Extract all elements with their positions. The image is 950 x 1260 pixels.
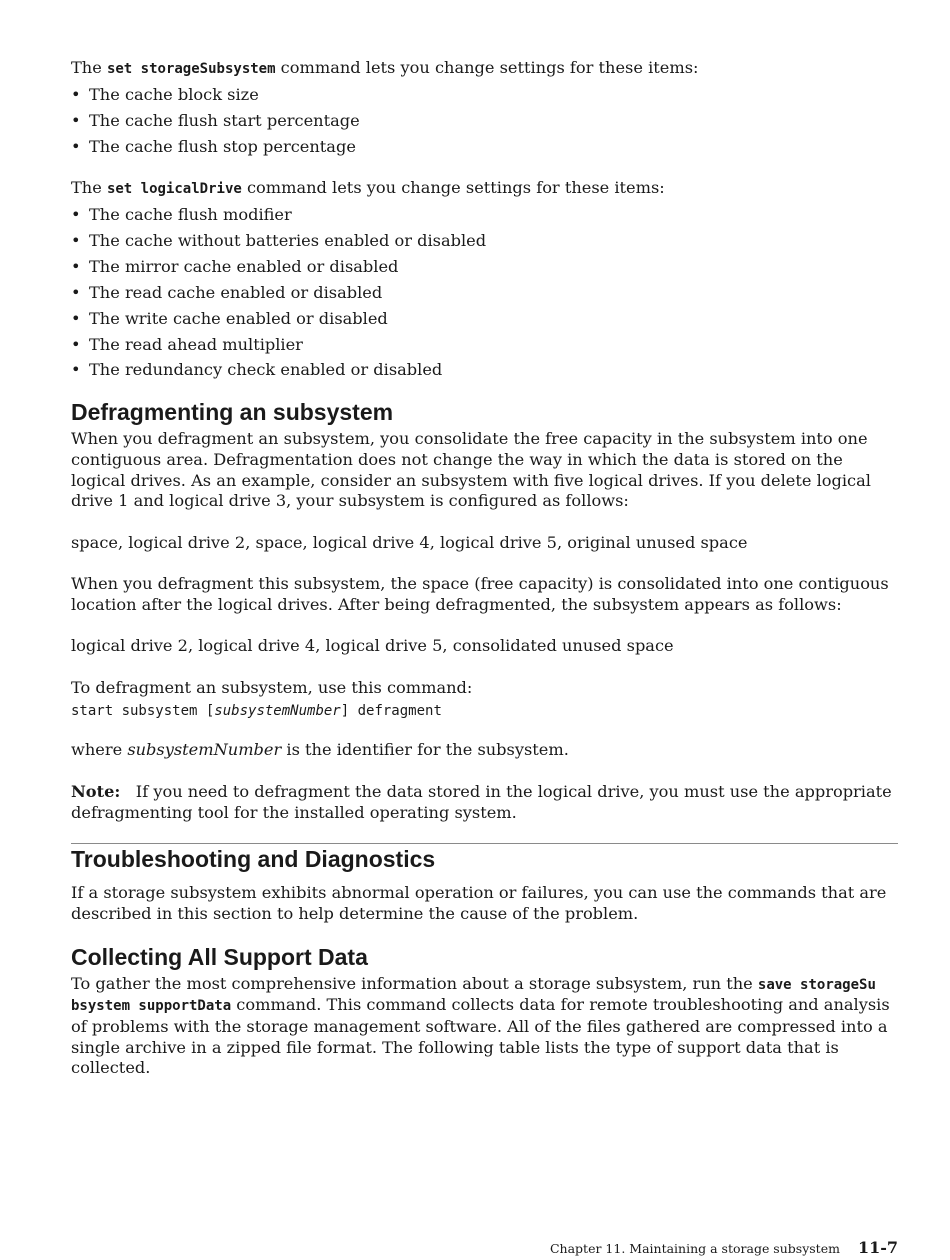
defrag-paragraph: When you defragment an subsystem, you consolidate the free capacity in the subsystem into one contiguous area. Defragmentation does not change the way in which the data is stored on the logical drives. As an example, consider an subsystem with five logical drives. If you delete logical drive 1 and logical drive 3, your subsystem is configured as follows:: [71, 429, 871, 511]
page-footer: [550, 1238, 898, 1257]
list-item: • The cache block size: [71, 85, 898, 106]
chapter-title: Chapter 11. Maintaining a storage subsystem: [549, 1241, 840, 1256]
intro-text: The: [71, 178, 107, 198]
intro-text: command lets you change settings for these items:: [275, 58, 699, 77]
config-before-text: space, logical drive 2, space, logical drive 4, logical drive 5, original unused space: [71, 532, 748, 552]
set-logical-drive-intro: [71, 178, 898, 200]
troubleshooting-paragraph: If a storage subsystem exhibits abnormal operation or failures, you can use the commands that are described in this section to help determine the cause of the problem.: [71, 883, 887, 923]
page-number: 11-7: [857, 1238, 898, 1257]
command-intro: To defragment an subsystem, use this command:: [71, 677, 473, 697]
defragmenting-heading: Defragmenting an subsystem: [71, 399, 394, 426]
command-text: ] defragment: [340, 702, 442, 719]
intro-text: The: [71, 58, 107, 77]
troubleshooting-heading: Troubleshooting and Diagnostics: [71, 846, 436, 873]
command-text: start subsystem [: [71, 702, 215, 719]
list-item: • The mirror cache enabled or disabled: [71, 257, 898, 278]
command-name: bsystem supportData: [71, 998, 232, 1015]
parameter-description: [71, 740, 898, 761]
list-item: • The redundancy check enabled or disabled: [71, 360, 898, 381]
document-page: [71, 58, 898, 1079]
command-name: save storageSu: [757, 976, 876, 993]
note: [71, 782, 898, 823]
command-name: set logicalDrive: [106, 181, 242, 198]
list-item: • The read cache enabled or disabled: [71, 283, 898, 304]
logical-drive-settings-list: [71, 205, 898, 381]
paragraph-text: command. This command collects data for remote troubleshooting and analysis of problems with the storage management software. All of the files gathered are compressed into a single archive in a zipped file format. The following table lists the type of support data that is collected.: [71, 995, 890, 1078]
parameter-name: subsystemNumber: [127, 740, 282, 760]
intro-text: command lets you change settings for these items:: [241, 178, 665, 198]
list-item: • The cache flush stop percentage: [71, 137, 898, 158]
defragment-command: [71, 701, 898, 722]
defrag-paragraph: When you defragment this subsystem, the space (free capacity) is consolidated into one contiguous location after the logical drives. After being defragmented, the subsystem appears as follows:: [71, 574, 889, 614]
list-item: • The cache flush modifier: [71, 205, 898, 226]
support-data-paragraph: [71, 974, 898, 1080]
list-item: • The cache without batteries enabled or disabled: [71, 231, 898, 252]
storage-subsystem-settings-list: [71, 85, 898, 157]
list-item: • The read ahead multiplier: [71, 335, 898, 356]
command-parameter: subsystemNumber: [214, 702, 341, 719]
description-text: where: [71, 740, 128, 760]
command-name: set storageSubsystem: [106, 61, 276, 77]
paragraph-text: To gather the most comprehensive information about a storage subsystem, run the: [71, 973, 758, 993]
list-item: • The cache flush start percentage: [71, 111, 898, 132]
set-storage-subsystem-intro: [71, 58, 898, 80]
config-after-text: logical drive 2, logical drive 4, logical drive 5, consolidated unused space: [71, 636, 674, 656]
section-divider: [71, 843, 898, 844]
description-text: is the identifier for the subsystem.: [281, 740, 569, 760]
list-item: • The write cache enabled or disabled: [71, 309, 898, 330]
collecting-support-data-heading: Collecting All Support Data: [71, 943, 368, 970]
note-text: If you need to defragment the data stored in the logical drive, you must use the appropriate defragmenting tool for the installed operating system.: [71, 781, 892, 822]
note-label: Note:: [71, 781, 121, 801]
